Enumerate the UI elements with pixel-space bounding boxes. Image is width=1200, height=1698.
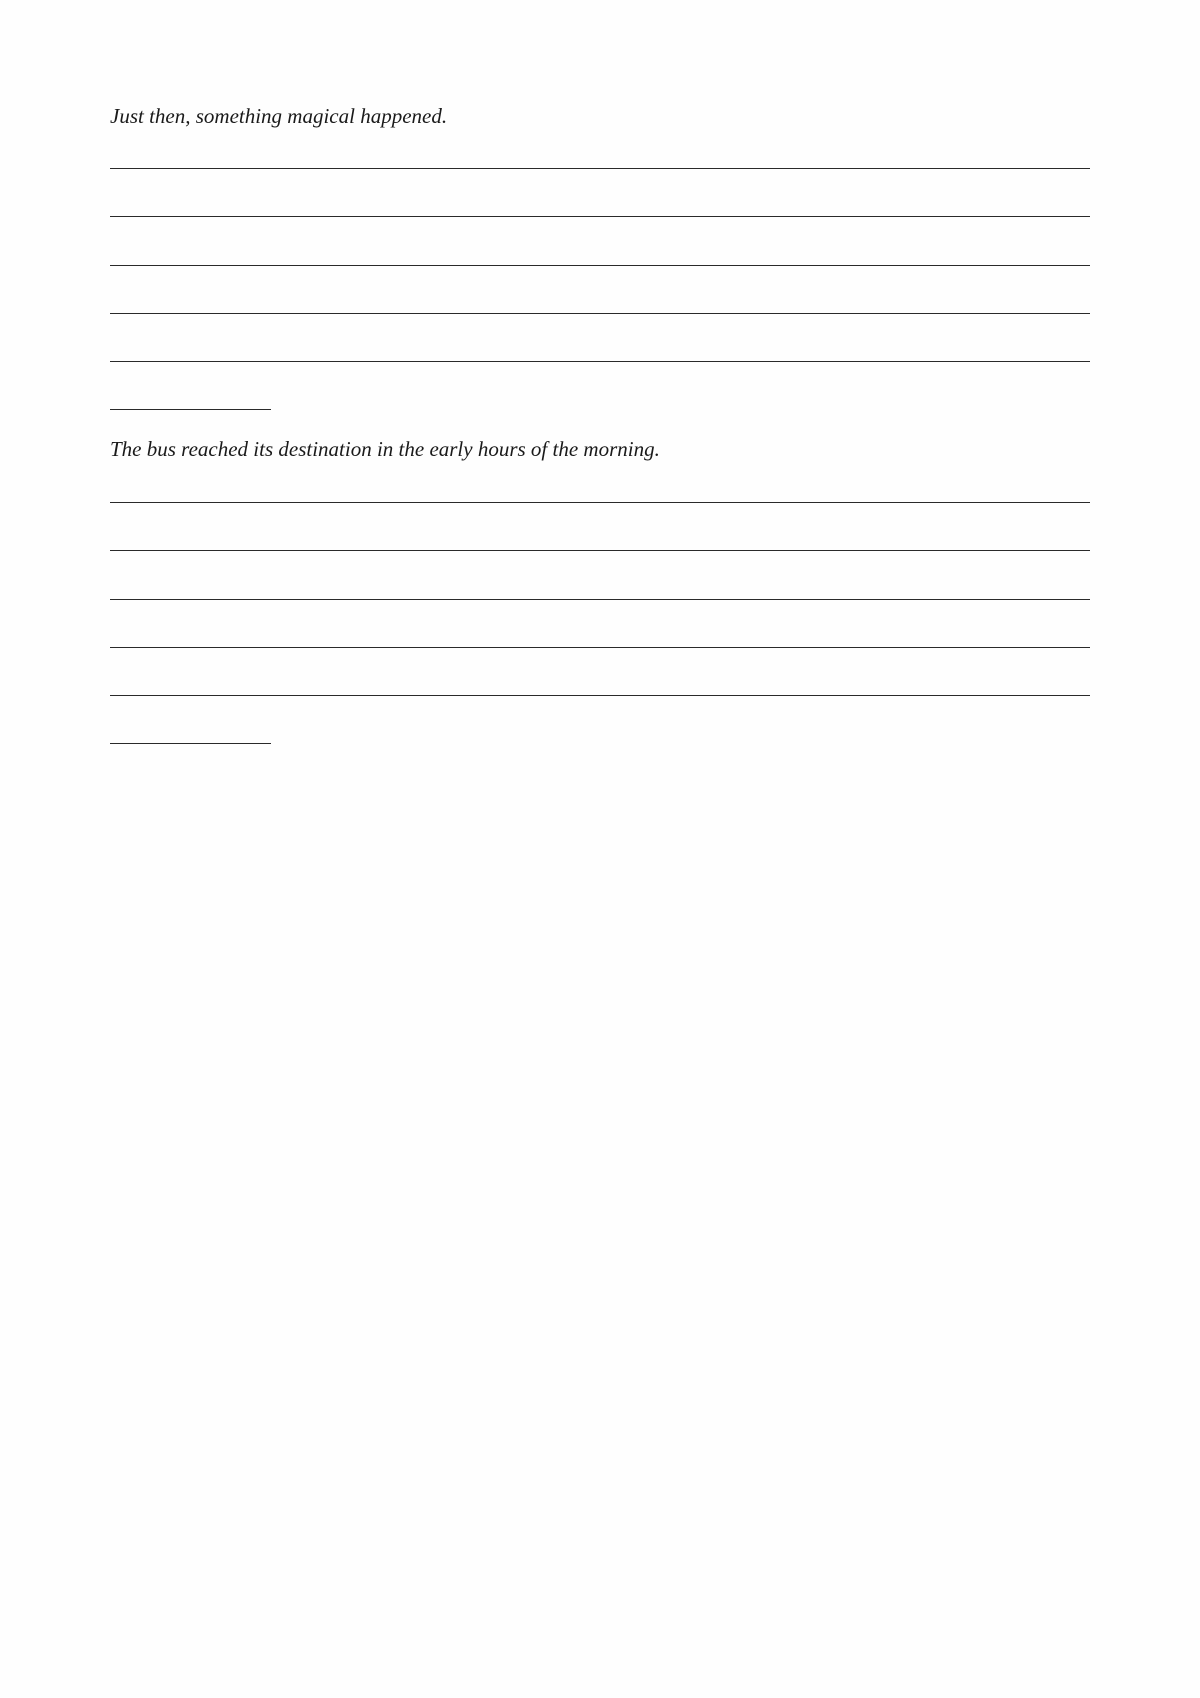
story-prompt-1: Just then, something magical happened. bbox=[110, 104, 448, 128]
writing-line bbox=[110, 265, 1090, 266]
writing-line bbox=[110, 361, 1090, 362]
writing-line bbox=[110, 695, 1090, 696]
story-prompt-2: The bus reached its destination in the early hours of the morning. bbox=[110, 437, 660, 461]
writing-line bbox=[110, 216, 1090, 217]
writing-line bbox=[110, 168, 1090, 169]
writing-line bbox=[110, 313, 1090, 314]
writing-line-short bbox=[110, 743, 271, 744]
writing-line bbox=[110, 647, 1090, 648]
writing-line bbox=[110, 502, 1090, 503]
writing-line bbox=[110, 599, 1090, 600]
writing-line bbox=[110, 550, 1090, 551]
writing-line-short bbox=[110, 409, 271, 410]
